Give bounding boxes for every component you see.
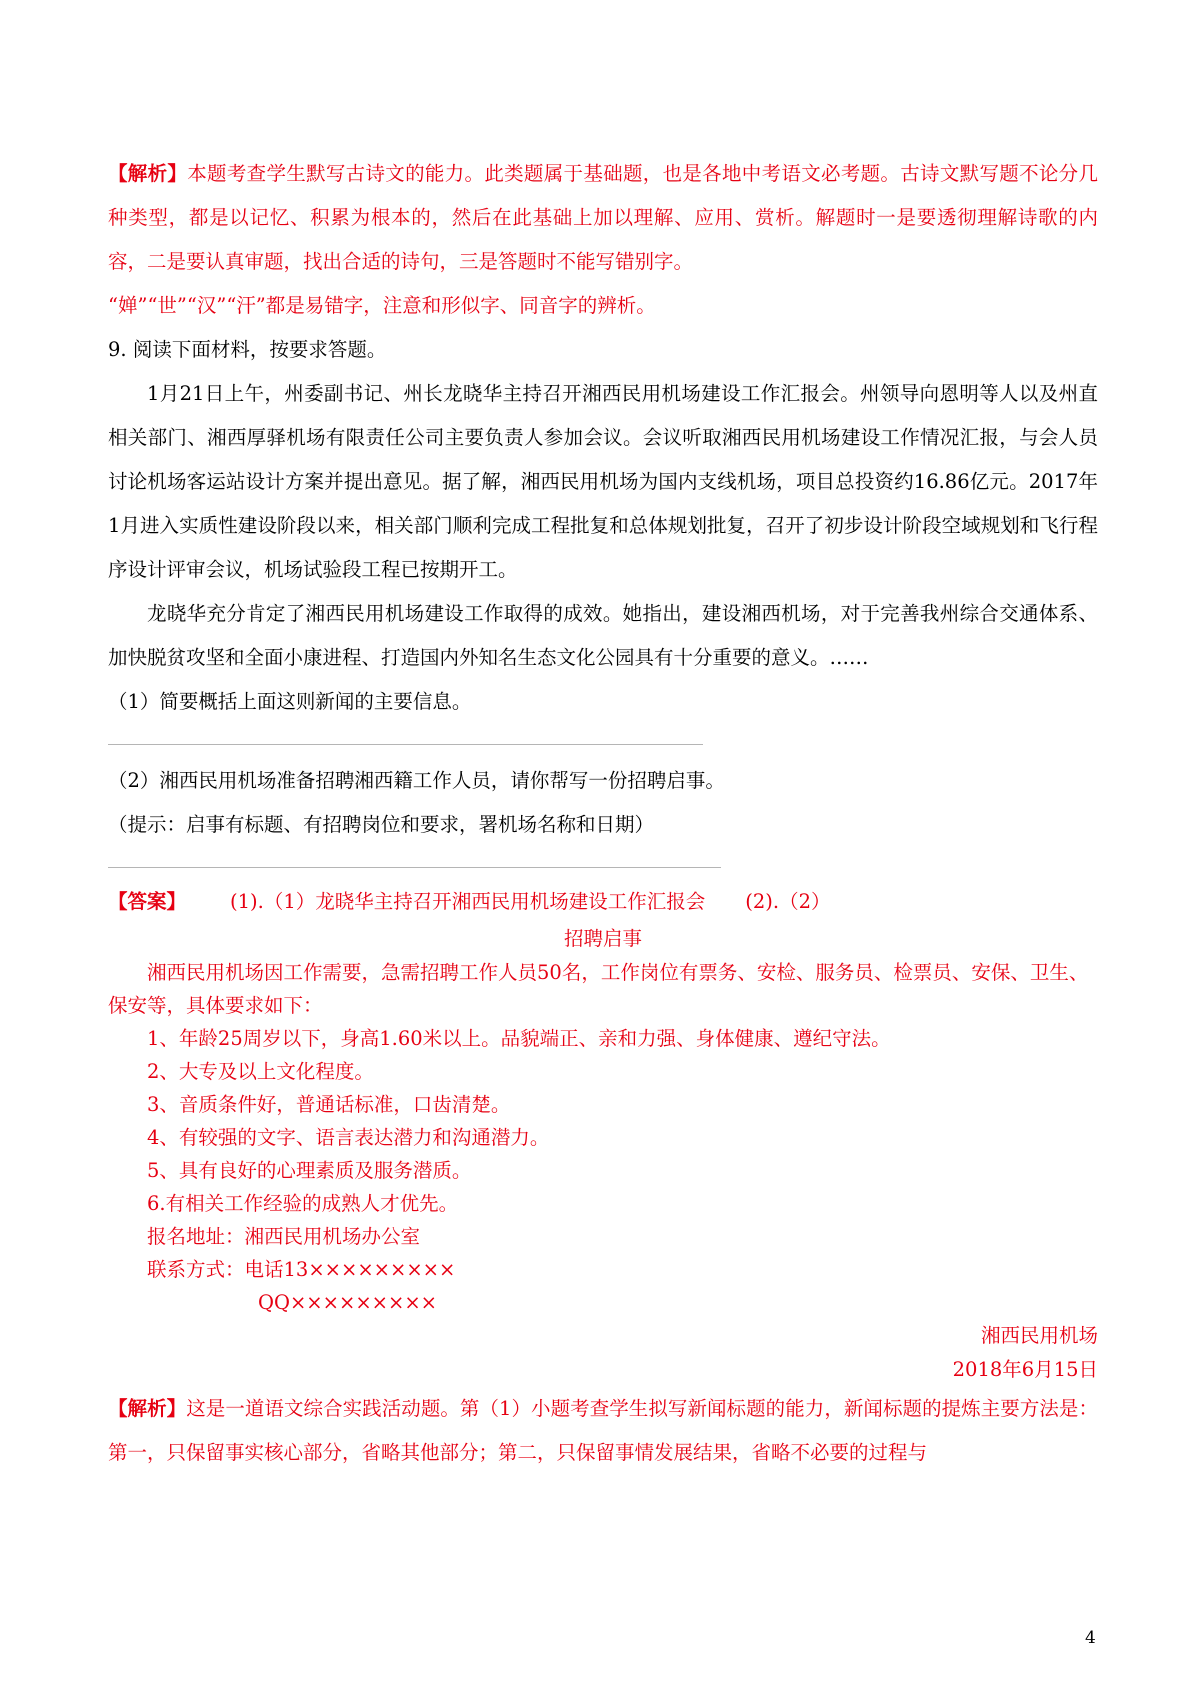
notice-address: 报名地址：湘西民用机场办公室 (147, 1225, 421, 1248)
requirement-2: 2、大专及以上文化程度。 (147, 1060, 374, 1083)
requirement-1: 1、年龄25周岁以下，身高1.60米以上。品貌端正、亲和力强、身体健康、遵纪守法。 (147, 1027, 891, 1050)
notice-intro: 湘西民用机场因工作需要，急需招聘工作人员50名，工作岗位有票务、安检、服务员、检票员、安保、卫生、保安等，具体要求如下： (108, 961, 1089, 1017)
notice-date: 2018年6月15日 (952, 1358, 1098, 1381)
sub-question-hint: （提示：启事有标题、有招聘岗位和要求，署机场名称和日期） (108, 813, 655, 836)
analysis-tag-2: 【解析】 (108, 1397, 187, 1420)
page-number: 4 (1085, 1628, 1096, 1648)
passage-paragraph-1: 1月21日上午，州委副书记、州长龙晓华主持召开湘西民用机场建设工作汇报会。州领导向恩明等人以及州直相关部门、湘西厚驿机场有限责任公司主要负责人参加会议。会议听取湘西民用机场建设工作情况汇报，与会人员讨论机场客运站设计方案并提出意见。据了解，湘西民用机场为国内支线机场，项目总投资约16.86亿元。2017年1月进入实质性建设阶段以来，相关部门顺利完成工程批复和总体规划批复，召开了初步设计阶段空域规划和飞行程序设计评审会议，机场试验段工程已按期开工。 (108, 382, 1098, 581)
analysis-note: “婵”“世”“汉”“汗”都是易错字，注意和形似字、同音字的辨析。 (108, 294, 656, 317)
answer-part1-text: （1）龙晓华主持召开湘西民用机场建设工作汇报会 (263, 890, 706, 913)
requirement-5: 5、具有良好的心理素质及服务潜质。 (147, 1159, 472, 1182)
notice-signature: 湘西民用机场 (980, 1324, 1098, 1347)
answer-line-1 (108, 744, 703, 745)
notice-contact-phone: 联系方式：电话13××××××××× (147, 1258, 456, 1281)
analysis-paragraph-1 (108, 152, 1098, 284)
question-prompt: 阅读下面材料，按要求答题。 (132, 338, 387, 361)
answer-line-2 (108, 867, 721, 868)
answer-heading (108, 882, 1098, 922)
analysis-text: 本题考查学生默写古诗文的能力。此类题属于基础题，也是各地中考语文必考题。古诗文默写题不论分几种类型，都是以记忆、积累为根本的，然后在此基础上加以理解、应用、赏析。解题时一是要透彻理解诗歌的内容，二是要认真审题，找出合适的诗句，三是答题时不能写错别字。 (108, 162, 1098, 273)
document-page (108, 152, 1098, 1475)
notice-title: 招聘启事 (563, 927, 642, 950)
sub-question-2: （2）湘西民用机场准备招聘湘西籍工作人员，请你帮写一份招聘启事。 (108, 769, 725, 792)
answer-block (108, 882, 1098, 1387)
analysis-tag: 【解析】 (108, 162, 188, 185)
passage-paragraph-2: 龙晓华充分肯定了湘西民用机场建设工作取得的成效。她指出，建设湘西机场，对于完善我州综合交通体系、加快脱贫攻坚和全面小康进程、打造国内外知名生态文化公园具有十分重要的意义。…… (108, 602, 1098, 669)
notice-contact-qq: QQ××××××××× (258, 1291, 438, 1314)
answer-part2-label: (2). (745, 890, 780, 913)
requirement-3: 3、音质条件好，普通话标准，口齿清楚。 (147, 1093, 511, 1116)
sub-question-1: （1）简要概括上面这则新闻的主要信息。 (108, 690, 472, 713)
answer-part1-label: (1). (230, 890, 264, 913)
analysis-text-2: 这是一道语文综合实践活动题。第（1）小题考查学生拟写新闻标题的能力，新闻标题的提炼主要方法是：第一，只保留事实核心部分，省略其他部分；第二，只保留事情发展结果，省略不必要的过程与 (108, 1397, 1098, 1464)
requirement-6: 6.有相关工作经验的成熟人才优先。 (147, 1192, 459, 1215)
answer-tag: 【答案】 (108, 890, 187, 913)
question-number: 9. (108, 338, 127, 361)
answer-part2-text: （2） (779, 890, 831, 913)
requirement-4: 4、有较强的文字、语言表达潜力和沟通潜力。 (147, 1126, 550, 1149)
analysis-paragraph-2 (108, 1387, 1098, 1475)
question-heading (108, 328, 1098, 372)
